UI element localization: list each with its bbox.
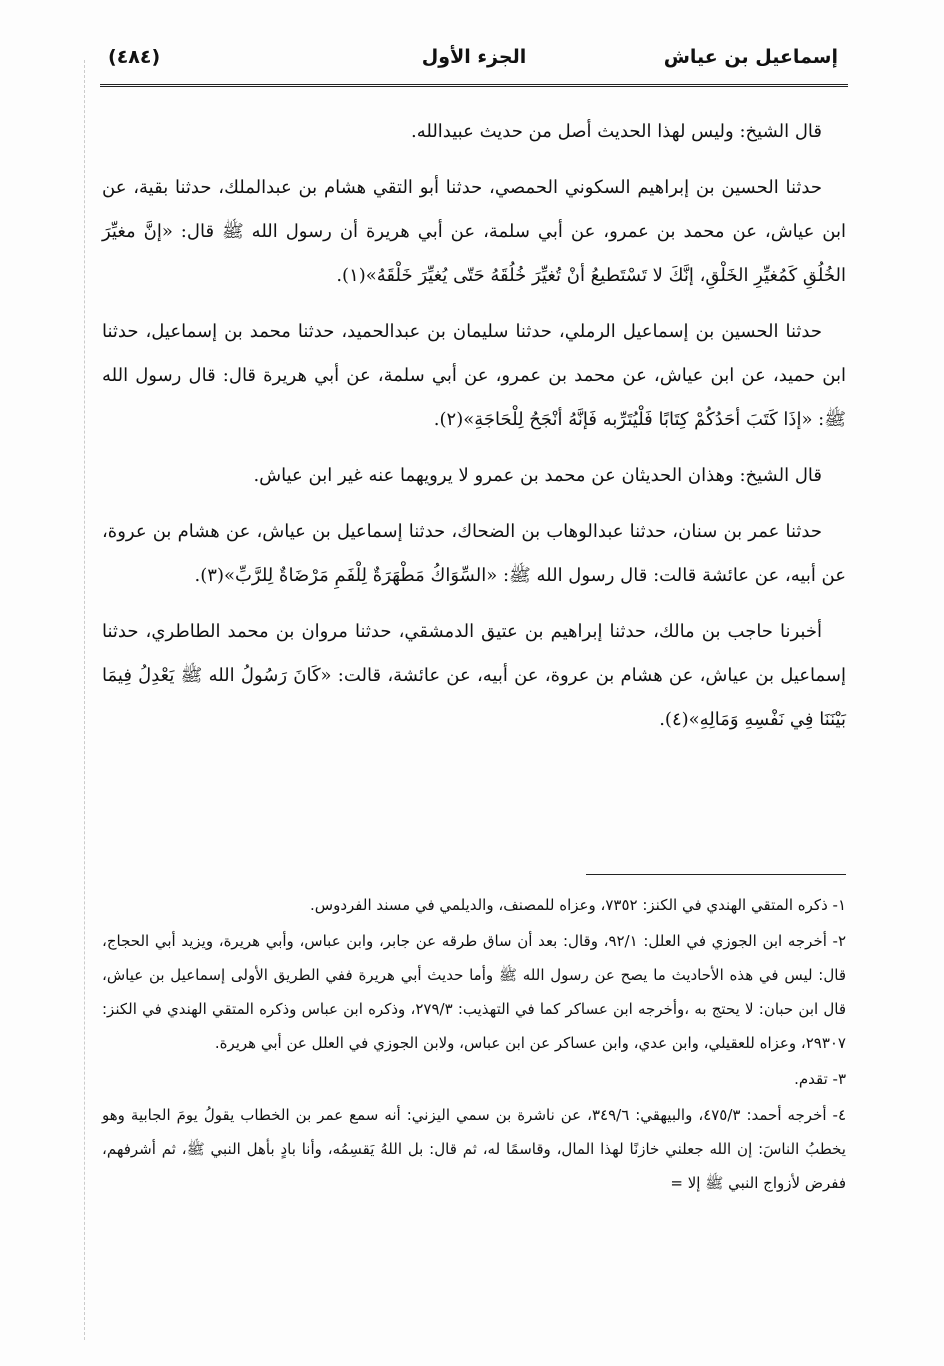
paragraph: حدثنا الحسين بن إسماعيل الرملي، حدثنا سليمان بن عبدالحميد، حدثنا محمد بن إسماعيل، حدثنا ابن حميد، عن ابن عياش، عن محمد بن عمرو، عن أبي سلمة، عن أبي هريرة قال: قال رسول الله ﷺ: «إذَا كَتَبَ أحَدُكُمْ كِتَابًا فَلْيُتَرِّبه فَإنَّهُ أنْجَحُ لِلْحَاجَةِ»(٢). [102,321,846,430]
footnote: ٢- أخرجه ابن الجوزي في العلل: ٩٢/١، وقال: بعد أن ساق طرقه عن جابر، وابن عباس، وأبي هريرة، ويزيد أبي الحجاج، قال: ليس في هذه الأحاديث ما يصح عن رسول الله ﷺ وأما حديث أبي هريرة ففي الطريق الأولى إسماعيل بن عياش، قال ابن حبان: لا يحتج به ،وأخرجه ابن عساكر كما في التهذيب: ٢٧٩/٣، وذكره ابن عباس وذكره المتقي الهندي في الكنز: ٢٩٣٠٧، وعزاه للعقيلي، وابن عدي، وابن عساكر عن ابن عباس، ولابن الجوزي في العلل عن أبي هريرة. [102,932,847,1052]
section-title: الجزء الأول [421,46,527,68]
footnote: ٤- أخرجه أحمد: ٤٧٥/٣، والبيهقي: ٣٤٩/٦، عن ناشرة بن سمي اليزني: أنه سمع عمر بن الخطاب يقولُ يومَ الجابية وهو يخطبُ الناسَ: إن الله جعلني خازنًا لهذا المال، وقاسمًا له، ثم قال: بل اللهُ يَقسِمُه، وأنا بادٍ بأهل النبي ﷺ، ثم أشرفهم، ففرض لأزواج النبي ﷺ إلا = [102,1106,846,1192]
main-text [102,110,846,754]
page-header [100,38,848,82]
page-number: (٤٨٤) [108,46,161,68]
footnote: ٣- تقدم. [794,1070,846,1088]
footnote-separator [586,874,846,875]
scan-margin-line [84,60,85,1340]
running-title: إسماعيل بن عياش [663,46,838,68]
paragraph: حدثنا عمر بن سنان، حدثنا عبدالوهاب بن الضحاك، حدثنا إسماعيل بن عياش، عن هشام بن عروة، عن أبيه، عن عائشة قالت: قال رسول الله ﷺ: «السِّوَاكُ مَطْهَرَةٌ لِلْفَمِ مَرْضَاةٌ لِلرَّبِّ»(٣). [102,521,846,586]
header-rule [100,84,848,87]
paragraph: قال الشيخ: وليس لهذا الحديث أصل من حديث عبيدالله. [410,121,822,142]
paragraph: أخبرنا حاجب بن مالك، حدثنا إبراهيم بن عتيق الدمشقي، حدثنا مروان بن محمد الطاطري، حدثنا إسماعيل بن عياش، عن هشام بن عروة، عن أبيه، عن عائشة، قالت: «كَانَ رَسُولُ الله ﷺ يَعْدِلُ فِيمَا بَيْنَنَا فِي نَفْسِهِ وَمَالِهِ»(٤). [102,621,846,730]
paragraph: قال الشيخ: وهذان الحديثان عن محمد بن عمرو لا يرويهما عنه غير ابن عياش. [253,465,822,486]
footnote: ١- ذكره المتقي الهندي في الكنز: ٧٣٥٢، وعزاه للمصنف، والديلمي في مسند الفردوس. [310,896,846,914]
paragraph: حدثنا الحسين بن إبراهيم السكوني الحمصي، حدثنا أبو التقي هشام بن عبدالملك، حدثنا بقية، عن ابن عياش، عن محمد بن عمرو، عن أبي سلمة، عن أبي هريرة أن رسول الله ﷺ قال: «إنَّ مغيِّرَ الخُلُقِ كَمُغيِّرِ الخَلْقِ، إنَّكَ لا تَسْتَطيعُ أنْ تُغيِّرَ خُلُقَهُ حَتّى يُغيِّرَ خَلْقَهُ»(١). [102,177,846,286]
footnotes [102,888,846,1202]
